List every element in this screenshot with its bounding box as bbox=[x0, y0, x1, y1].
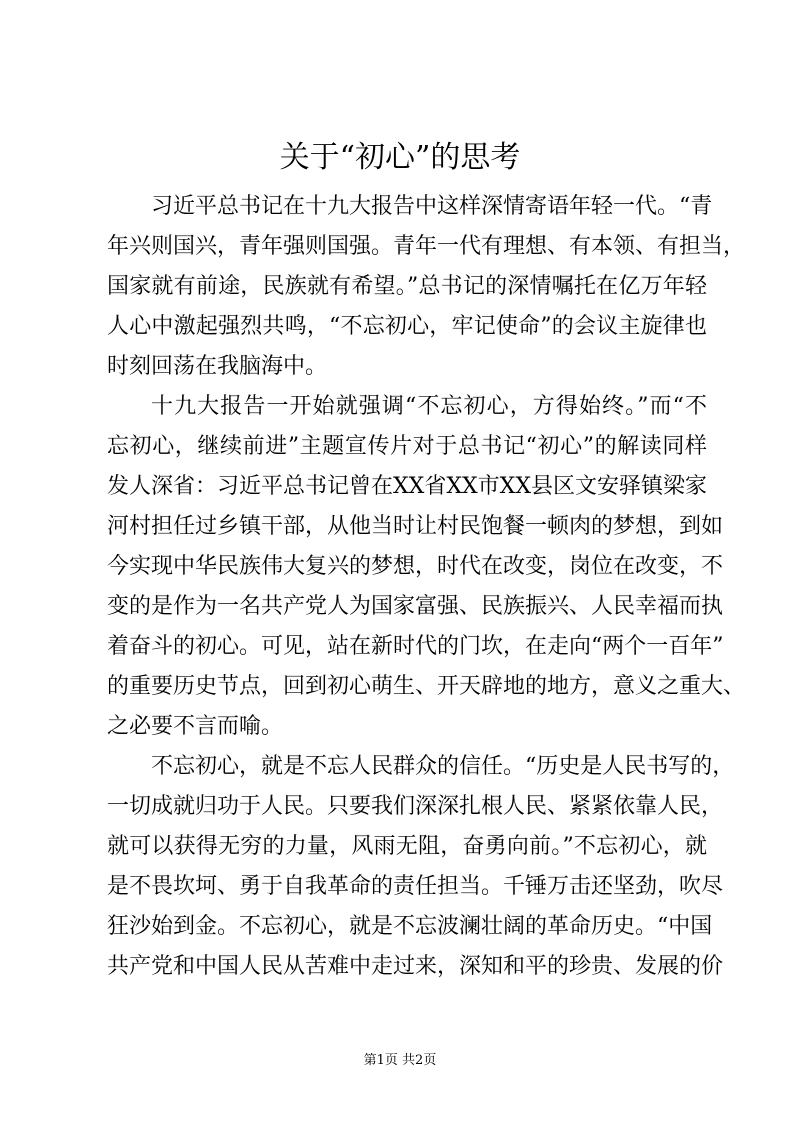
paragraph-1-line-4: 人心中激起强烈共鸣，“不忘初心，牢记使命”的会议主旋律也 bbox=[107, 314, 707, 339]
page-footer: 第1页 共2页 bbox=[363, 1053, 437, 1068]
paragraph-1-line-2: 年兴则国兴，青年强则国强。青年一代有理想、有本领、有担当， bbox=[107, 234, 746, 259]
paragraph-2-line-1: 十九大报告一开始就强调“不忘初心，方得始终。”而“不 bbox=[151, 394, 707, 419]
paragraph-1-line-5: 时刻回荡在我脑海中。 bbox=[107, 354, 328, 379]
paragraph-2-line-9: 之必要不言而喻。 bbox=[107, 714, 284, 739]
paragraph-2-line-6: 变的是作为一名共产党人为国家富强、民族振兴、人民幸福而执 bbox=[107, 594, 724, 619]
paragraph-2-line-8: 的重要历史节点，回到初心萌生、开天辟地的地方，意义之重大、 bbox=[107, 674, 746, 699]
paragraph-3-line-4: 是不畏坎坷、勇于自我革命的责任担当。千锤万击还坚劲，吹尽 bbox=[107, 874, 724, 899]
paragraph-3-line-1: 不忘初心，就是不忘人民群众的信任。“历史是人民书写的， bbox=[151, 754, 735, 779]
paragraph-3-line-5: 狂沙始到金。不忘初心，就是不忘波澜壮阔的革命历史。“中国 bbox=[107, 914, 713, 939]
paragraph-3-line-2: 一切成就归功于人民。只要我们深深扎根人民、紧紧依靠人民， bbox=[107, 794, 724, 819]
paragraph-2-line-7: 着奋斗的初心。可见，站在新时代的门坎，在走向“两个一百年” bbox=[107, 634, 724, 659]
paragraph-3-line-6: 共产党和中国人民从苦难中走过来，深知和平的珍贵、发展的价 bbox=[107, 954, 724, 979]
paragraph-2-line-2: 忘初心，继续前进”主题宣传片对于总书记“初心”的解读同样 bbox=[107, 434, 707, 459]
paragraph-1-line-3: 国家就有前途，民族就有希望。”总书记的深情嘱托在亿万年轻 bbox=[107, 274, 707, 299]
paragraph-2-line-4: 河村担任过乡镇干部，从他当时让村民饱餐一顿肉的梦想，到如 bbox=[107, 514, 724, 539]
paragraph-3-line-3: 就可以获得无穷的力量，风雨无阻，奋勇向前。”不忘初心，就 bbox=[107, 834, 707, 859]
paragraph-2-line-3: 发人深省：习近平总书记曾在XX省XX市XX县区文安驿镇梁家 bbox=[107, 474, 707, 499]
document-title: 关于“初心”的思考 bbox=[279, 140, 521, 175]
paragraph-2-line-5: 今实现中华民族伟大复兴的梦想，时代在改变，岗位在改变，不 bbox=[107, 554, 724, 579]
document-body bbox=[107, 187, 746, 987]
paragraph-1-line-1: 习近平总书记在十九大报告中这样深情寄语年轻一代。“青 bbox=[151, 194, 713, 219]
